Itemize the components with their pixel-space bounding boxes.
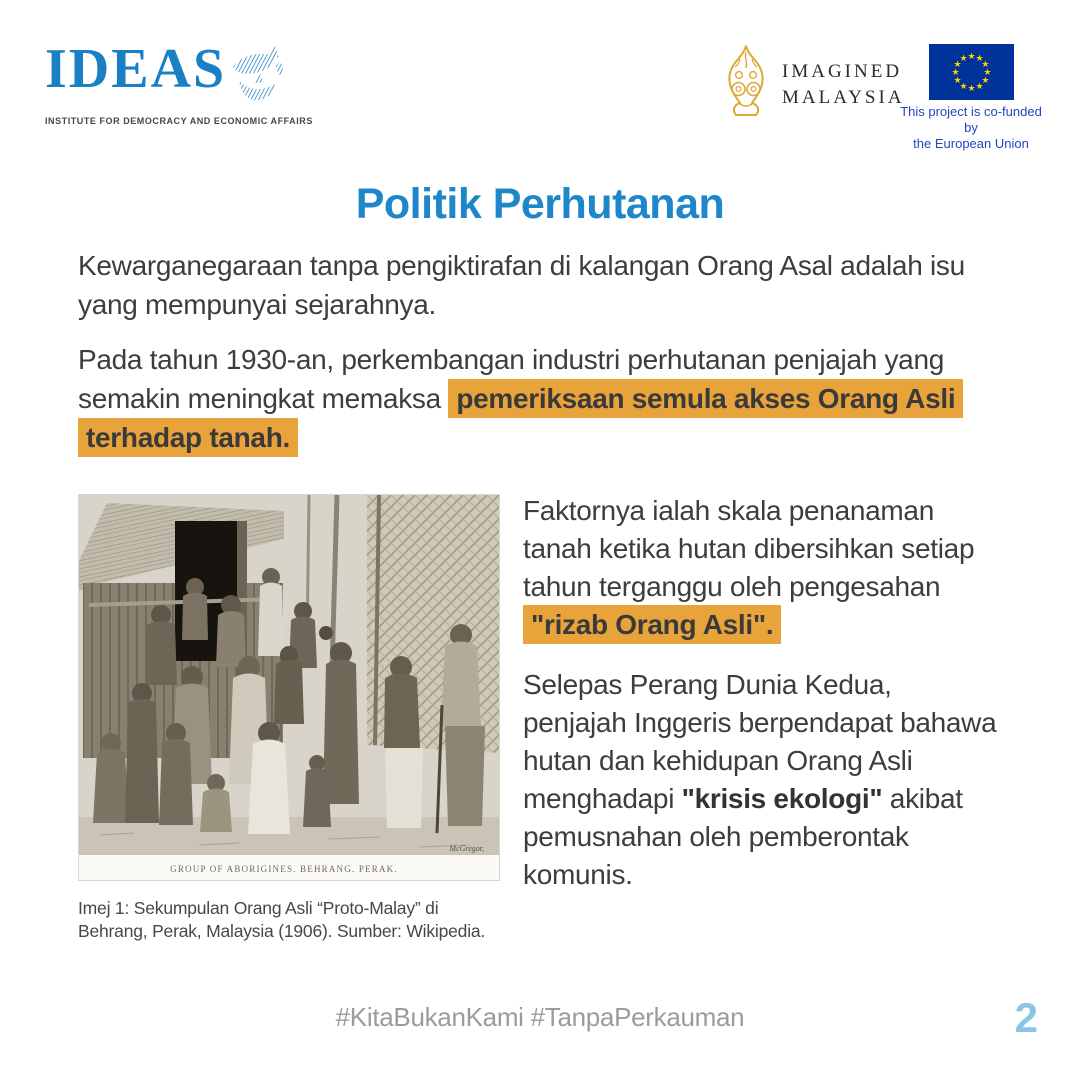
body-paragraph-1 [523, 492, 1001, 644]
ideas-tagline: INSTITUTE FOR DEMOCRACY AND ECONOMIC AFFAIRS [45, 116, 313, 126]
svg-text:★: ★ [953, 76, 962, 86]
orang-asli-photo [78, 494, 500, 881]
svg-text:★: ★ [953, 60, 962, 70]
eu-flag-icon [900, 44, 1042, 100]
highlighted-phrase-access: pemeriksaan semula akses Orang Asli terhadap tanah. [78, 379, 963, 457]
historical-photo-figure [78, 494, 498, 943]
body-text-column [523, 492, 1001, 894]
ideas-logo-text: IDEAS [45, 38, 227, 100]
eu-caption-line2: the European Union [913, 136, 1029, 151]
body-paragraph-2-text-a: Selepas Perang Dunia Kedua, penjajah Inggeris berpendapat bahawa hutan dan kehidupan Orang Asli menghadapi [523, 669, 997, 814]
eu-caption-line1: This project is co-funded by [900, 104, 1042, 135]
imagined-malaysia-line2: MALAYSIA [782, 86, 905, 108]
imagined-malaysia-logo [722, 44, 905, 125]
ideas-logo [45, 38, 313, 126]
svg-text:★: ★ [958, 81, 968, 92]
svg-text:★: ★ [966, 84, 976, 94]
svg-text:★: ★ [980, 60, 989, 70]
intro-paragraph-2-text: Pada tahun 1930-an, perkembangan industri perhutanan penjajah yang semakin meningkat memaksa [78, 344, 944, 414]
body-paragraph-2-text-b: akibat pemusnahan oleh pemberontak komunis. [523, 783, 963, 890]
intro-paragraph-2 [78, 340, 1008, 457]
page-number: 2 [1014, 994, 1038, 1041]
page-title: Politik Perhutanan [355, 180, 725, 228]
svg-text:★: ★ [974, 81, 984, 92]
bold-phrase-krisis-ekologi: "krisis ekologi" [681, 783, 883, 814]
svg-text:★: ★ [974, 54, 984, 65]
photo-embedded-caption: GROUP OF ABORIGINES. BEHRANG. PERAK. [170, 864, 398, 874]
ideas-bird-icon [230, 44, 286, 111]
hashtags: #KitaBukanKami #TanpaPerkauman [335, 1002, 745, 1032]
intro-text-block [78, 246, 1008, 457]
svg-text:★: ★ [980, 76, 989, 86]
body-paragraph-1-text: Faktornya ialah skala penanaman tanah ketika hutan dibersihkan setiap tahun terganggu oleh pengesahan [523, 495, 975, 602]
intro-paragraph-1: Kewarganegaraan tanpa pengiktirafan di kalangan Orang Asal adalah isu yang mempunyai sejarahnya. [78, 250, 965, 320]
svg-text:★: ★ [966, 52, 976, 62]
imagined-malaysia-line1: IMAGINED [782, 60, 903, 82]
svg-text:★: ★ [982, 68, 992, 78]
photo-caption: Imej 1: Sekumpulan Orang Asli “Proto-Malay” di Behrang, Perak, Malaysia (1906). Sumber: Wikipedia. [78, 898, 486, 941]
body-paragraph-2 [523, 666, 1001, 894]
gunungan-wayang-icon [722, 44, 770, 125]
svg-text:★: ★ [950, 68, 960, 78]
eu-cofunding-caption [900, 104, 1042, 152]
eu-cofunding-block [900, 44, 1042, 152]
svg-text:★: ★ [958, 54, 968, 65]
photo-signature: McGregor, [449, 844, 484, 853]
highlighted-phrase-rizab: "rizab Orang Asli". [523, 605, 781, 644]
